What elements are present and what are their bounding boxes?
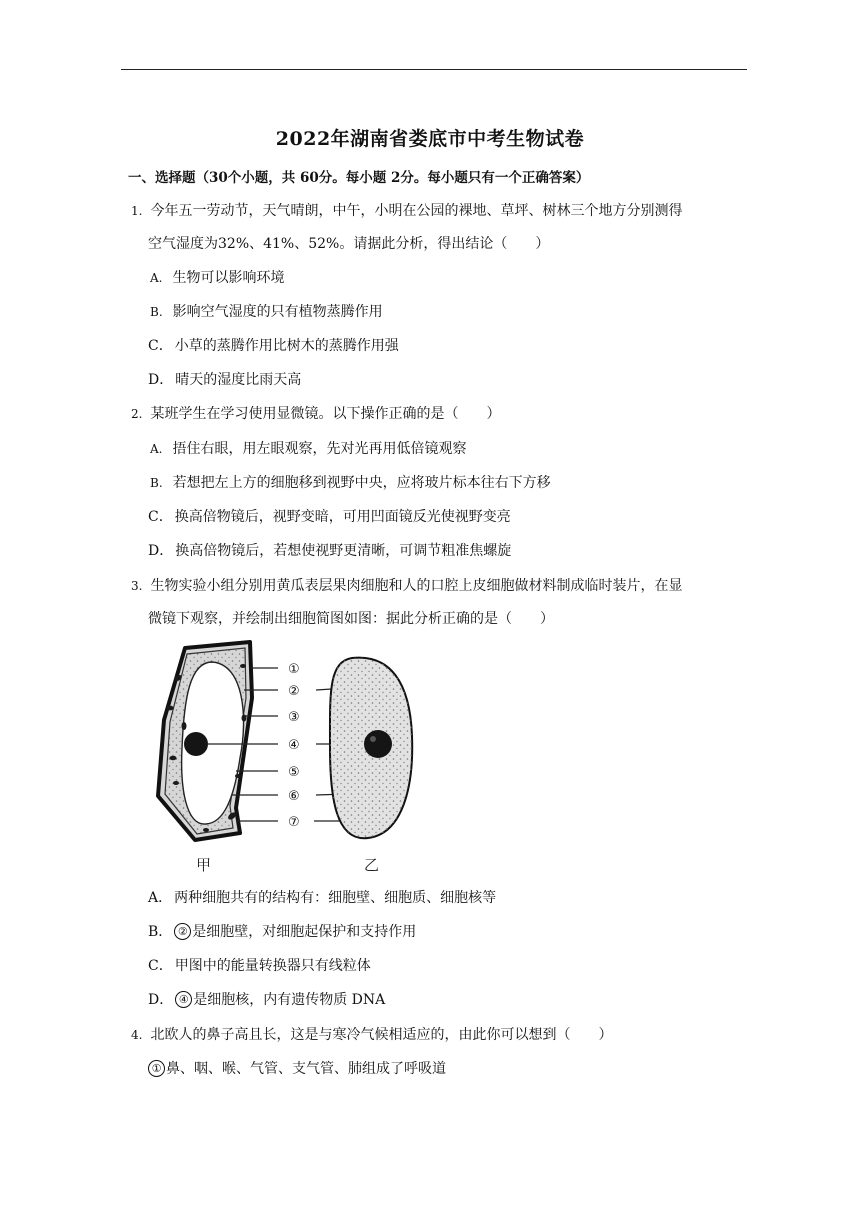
figure-label-right: 乙 xyxy=(364,856,380,874)
option-text: 是细胞核，内有遗传物质 DNA xyxy=(193,992,386,1008)
question-2-stem xyxy=(131,404,500,424)
option-label: D． xyxy=(148,372,174,388)
stem-text: 今年五一劳动节，天气晴朗，中午，小明在公园的裸地、草坪、树林三个地方分别测得 xyxy=(150,203,683,219)
question-3-option-b xyxy=(148,922,416,942)
option-label: B. xyxy=(150,476,163,490)
label-markers xyxy=(288,662,300,830)
circled-marker: ② xyxy=(174,923,191,940)
option-text: 生物可以影响环境 xyxy=(172,270,285,286)
question-1-option-d xyxy=(148,370,301,390)
question-3-option-a xyxy=(148,888,496,908)
stem-text: 北欧人的鼻子高且长，这是与寒冷气候相适应的，由此你可以想到（ ） xyxy=(150,1027,613,1043)
marker-3: ③ xyxy=(288,710,300,725)
animal-cell xyxy=(330,658,412,839)
question-1-option-c xyxy=(148,336,399,356)
question-2-option-a xyxy=(150,439,466,459)
animal-nucleus xyxy=(364,730,392,758)
option-text: 晴天的湿度比雨天高 xyxy=(175,372,302,388)
stem-text: 生物实验小组分别用黄瓜表层果肉细胞和人的口腔上皮细胞做材料制成临时装片，在显 xyxy=(150,578,683,594)
header-rule xyxy=(121,69,747,70)
marker-1: ① xyxy=(288,662,300,677)
option-text: 若想把左上方的细胞移到视野中央，应将玻片标本往右下方移 xyxy=(172,475,551,491)
plant-nucleus xyxy=(184,732,208,756)
question-2-option-d xyxy=(148,541,511,561)
option-label: B． xyxy=(148,924,173,940)
question-3-stem-line-1 xyxy=(131,576,682,596)
option-text: 捂住右眼，用左眼观察，先对光再用低倍镜观察 xyxy=(172,441,467,457)
item-text: 鼻、咽、喉、气管、支气管、肺组成了呼吸道 xyxy=(166,1061,446,1077)
option-text: 换高倍物镜后，若想使视野更清晰，可调节粗准焦螺旋 xyxy=(175,543,512,559)
plant-cell xyxy=(158,642,252,840)
option-text: 甲图中的能量转换器只有线粒体 xyxy=(174,958,371,974)
question-2-option-c xyxy=(148,507,511,527)
section-heading: 一、选择题（30个小题，共 60分。每小题 2分。每小题只有一个正确答案） xyxy=(128,170,590,186)
option-label: D． xyxy=(148,992,174,1008)
question-4-item-1 xyxy=(148,1059,446,1079)
circled-marker: ① xyxy=(148,1060,165,1077)
option-label: A. xyxy=(150,271,163,285)
question-number: 2. xyxy=(131,407,143,421)
question-1-stem-line-2: 空气湿度为32%、41%、52%。请据此分析，得出结论（ ） xyxy=(148,236,550,252)
option-label: D． xyxy=(148,543,174,559)
question-3-option-c xyxy=(148,956,371,976)
option-text: 小草的蒸腾作用比树木的蒸腾作用强 xyxy=(174,338,399,354)
marker-2: ② xyxy=(288,684,300,699)
question-1-stem-line-1 xyxy=(131,201,682,221)
figure-label-left: 甲 xyxy=(196,856,212,874)
marker-6: ⑥ xyxy=(288,789,300,804)
option-label: C． xyxy=(148,509,173,525)
circled-marker: ④ xyxy=(175,991,192,1008)
page-title: 2022年湖南省娄底市中考生物试卷 xyxy=(275,128,585,150)
marker-4: ④ xyxy=(288,738,300,753)
question-number: 3. xyxy=(131,579,143,593)
option-label: C． xyxy=(148,338,173,354)
question-number: 1. xyxy=(131,204,143,218)
marker-5: ⑤ xyxy=(288,765,300,780)
option-label: B. xyxy=(150,305,163,319)
option-text: 影响空气湿度的只有植物蒸腾作用 xyxy=(172,304,383,320)
option-label: C． xyxy=(148,958,173,974)
stem-text: 某班学生在学习使用显微镜。以下操作正确的是（ ） xyxy=(150,406,501,422)
question-3-stem-line-2: 微镜下观察，并绘制出细胞简图如图：据此分析正确的是（ ） xyxy=(148,611,554,627)
question-1-option-b xyxy=(150,302,383,322)
question-2-option-b xyxy=(150,473,551,493)
question-4-stem xyxy=(131,1025,612,1045)
question-number: 4. xyxy=(131,1028,143,1042)
option-text: 换高倍物镜后，视野变暗，可用凹面镜反光使视野变亮 xyxy=(174,509,511,525)
option-text: 两种细胞共有的结构有：细胞壁、细胞质、细胞核等 xyxy=(174,890,497,906)
option-label: A． xyxy=(148,890,173,906)
option-label: A. xyxy=(150,442,163,456)
question-1-option-a xyxy=(150,268,284,288)
marker-7: ⑦ xyxy=(288,815,300,830)
option-text: 是细胞壁，对细胞起保护和支持作用 xyxy=(192,924,417,940)
cell-diagram xyxy=(140,638,420,883)
question-3-option-d xyxy=(148,990,385,1010)
